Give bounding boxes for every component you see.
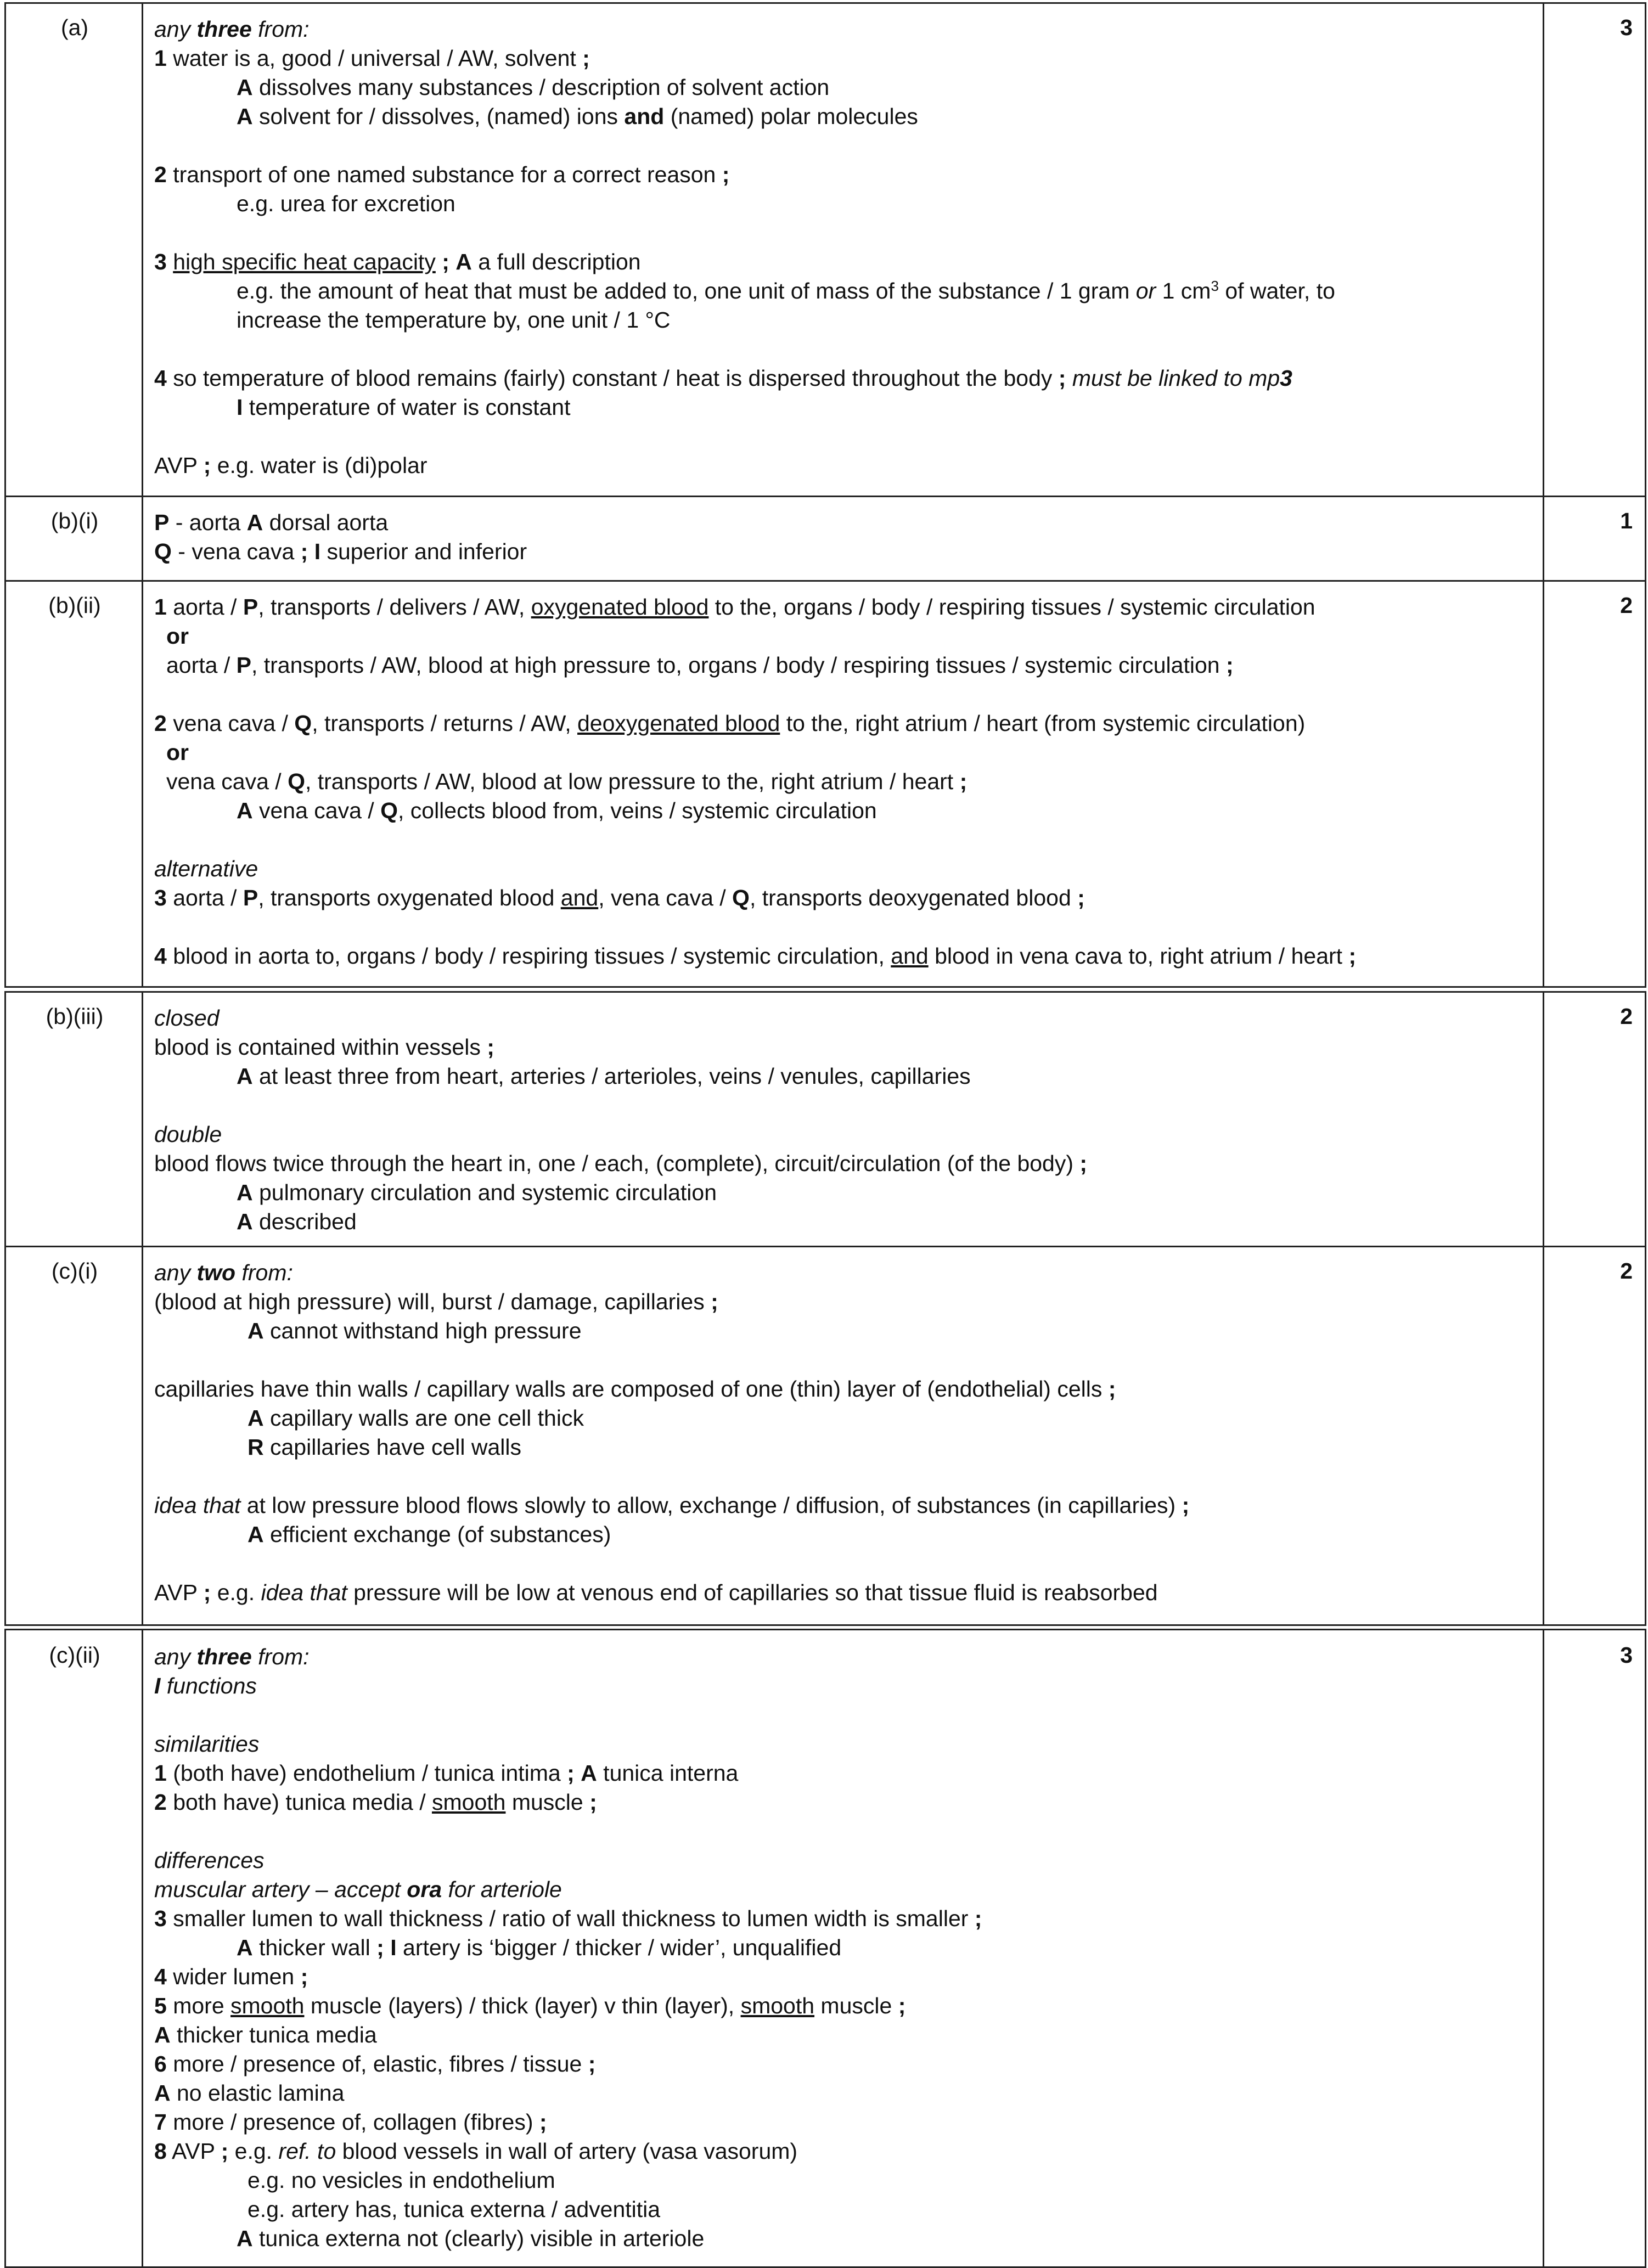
answer-content: 1 aorta / P, transports / delivers / AW, oxygenated blood to the, organs / body / respiring tissues / systemic circulation or aorta / P, transports / AW, blood at high pressure to, organs / body / respiring tissues / systemic circulation ; 2 vena cava / Q, transports / returns / AW, deoxygenated blood to the, right atrium / heart (from systemic circulation) or vena cava / Q, transports / AW, blood at low pressure to the, right atrium / heart ; A vena cava / Q, collects blood from, veins / systemic circulation alternative 3 aorta / P, transports oxygenated blood and, vena cava / Q, transports deoxygenated blood ; 4 blood in aorta to, organs / body / respiring tissues / systemic circulation, and blood in vena cava to, right atrium / heart ; — [154, 594, 1357, 969]
question-number: (c)(ii) — [49, 1642, 100, 1668]
marks-value: 2 — [1620, 1258, 1633, 1284]
question-number: (b)(i) — [50, 508, 99, 533]
marks-value: 3 — [1620, 15, 1633, 40]
answer-content: any two from: (blood at high pressure) will, burst / damage, capillaries ; A cannot withstand high pressure capillaries have thin walls / capillary walls are composed of one (thin) layer of (endothelial) cells ; A capillary walls are one cell thick R capillaries have cell walls idea that at low pressure blood flows slowly to allow, exchange / diffusion, of substances (in capillaries) ; A efficient exchange (of substances) AVP ; e.g. idea that pressure will be low at venous end of capillaries so that tissue fluid is reabsorbed — [154, 1260, 1190, 1605]
question-number: (b)(ii) — [48, 593, 101, 618]
answer-content: any three from: I functions similarities 1 (both have) endothelium / tunica intima ; A tunica interna 2 both have) tunica media / smooth muscle ; differences muscular artery – accept ora for arteriole 3 smaller lumen to wall thickness / ratio of wall thickness to lumen width is smaller ; A thicker wall ; I artery is ‘bigger / thicker / wider’, unqualified 4 wider lumen ; 5 more smooth muscle (layers) / thick (layer) v thin (layer), smooth muscle ; A thicker tunica media 6 more / presence of, elastic, fibres / tissue ; A no elastic lamina 7 more / presence of, collagen (fibres) ; 8 AVP ; e.g. ref. to blood vessels in wall of artery (vasa vasorum) e.g. no vesicles in endothelium e.g. artery has, tunica externa / adventitia A tunica externa not (clearly) visible in arteriole — [154, 1644, 982, 2251]
row-b-i — [4, 496, 1646, 582]
marks-value: 3 — [1620, 1642, 1633, 1668]
marks-value: 2 — [1620, 1004, 1633, 1029]
marks-value: 1 — [1620, 508, 1633, 533]
answer-content: any three from: 1 water is a, good / universal / AW, solvent ; A dissolves many substances / description of solvent action A solvent for / dissolves, (named) ions and (named) polar molecules 2 transport of one named substance for a correct reason ; e.g. urea for excretion 3 high specific heat capacity ; A a full description e.g. the amount of heat that must be added to, one unit of mass of the substance / 1 gram or 1 $cm^3$ of water, to increase the temperature by, one unit / 1 °C 4 so temperature of blood remains (fairly) constant / heat is dispersed throughout the body ; must be linked to mp3 I temperature of water is constant AVP ; e.g. water is (di)polar — [154, 16, 1335, 478]
question-number: (c)(i) — [51, 1258, 98, 1284]
row-a — [4, 2, 1646, 497]
answer-content: closed blood is contained within vessels ; A at least three from heart, arteries / arterioles, veins / venules, capillaries double blood flows twice through the heart in, one / each, (complete), circuit/circulation (of the body) ; A pulmonary circulation and systemic circulation A described — [154, 1005, 1088, 1234]
row-c-ii — [4, 1629, 1646, 2268]
row-b-ii — [4, 580, 1646, 988]
question-number: (b)(iii) — [46, 1004, 104, 1029]
question-number: (a) — [60, 15, 89, 40]
row-c-i — [4, 1246, 1646, 1626]
marks-value: 2 — [1620, 593, 1633, 618]
row-b-iii — [4, 991, 1646, 1247]
answer-content: P - aorta A dorsal aorta Q - vena cava ; I superior and inferior — [154, 510, 527, 564]
